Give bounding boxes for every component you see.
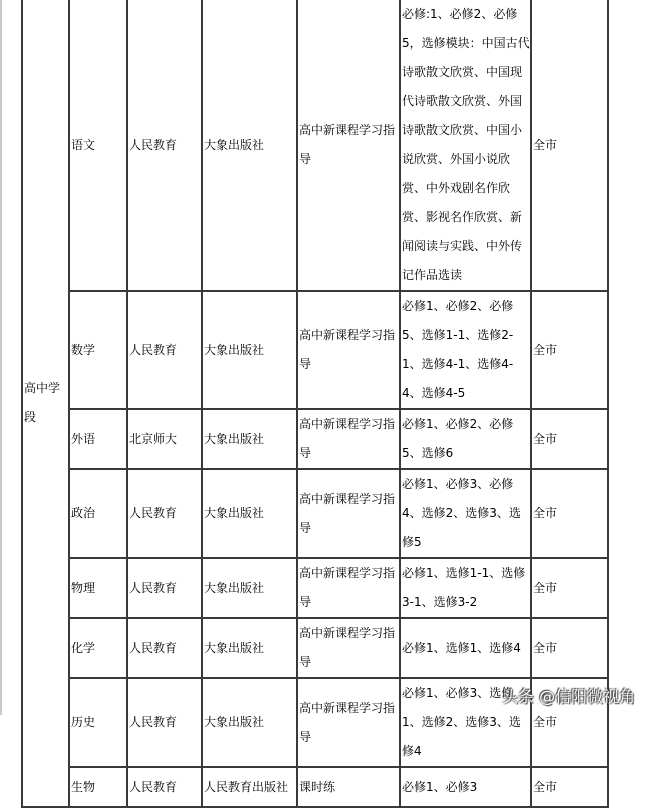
- page-left-edge: [0, 0, 2, 715]
- scope-cell: 全市: [531, 767, 608, 807]
- book-cell: 高中新课程学习指导: [297, 409, 400, 469]
- modules-cell: 必修1、必修3: [400, 767, 531, 807]
- publisher-cell: 大象出版社: [202, 0, 297, 291]
- publisher-cell: 人民教育出版社: [202, 767, 297, 807]
- modules-cell: 必修1、必修3、选修1、选修2、选修3、选修4: [400, 678, 531, 767]
- book-cell: 高中新课程学习指导: [297, 678, 400, 767]
- version-cell: 北京师大: [127, 409, 202, 469]
- table-row: [22, 767, 608, 807]
- version-cell: 人民教育: [127, 0, 202, 291]
- modules-cell: 必修1、选修1、选修4: [400, 618, 531, 678]
- table-row: [22, 618, 608, 678]
- scope-cell: 全市: [531, 618, 608, 678]
- subject-cell: 数学: [69, 291, 127, 409]
- modules-cell: 必修1、选修1-1、选修3-1、选修3-2: [400, 558, 531, 618]
- version-cell: 人民教育: [127, 291, 202, 409]
- publisher-cell: 大象出版社: [202, 469, 297, 558]
- table-row: [22, 558, 608, 618]
- book-cell: 高中新课程学习指导: [297, 0, 400, 291]
- table-row: [22, 409, 608, 469]
- version-cell: 人民教育: [127, 678, 202, 767]
- book-cell: 高中新课程学习指导: [297, 469, 400, 558]
- scope-cell: 全市: [531, 291, 608, 409]
- source-watermark: 头条 @信阳微视角: [502, 687, 636, 706]
- publisher-cell: 大象出版社: [202, 409, 297, 469]
- book-cell: 高中新课程学习指导: [297, 618, 400, 678]
- modules-cell: 必修1、必修3、必修4、选修2、选修3、选修5: [400, 469, 531, 558]
- book-cell: 高中新课程学习指导: [297, 291, 400, 409]
- scope-cell: 全市: [531, 558, 608, 618]
- scope-cell: 全市: [531, 0, 608, 291]
- subject-cell: 语文: [69, 0, 127, 291]
- modules-cell: 必修:1、必修2、必修5，选修模块：中国古代诗歌散文欣赏、中国现代诗歌散文欣赏、外国诗歌散文欣赏、中国小说欣赏、外国小说欣赏、中外戏剧名作欣赏、影视名作欣赏、新闻阅读与实践、中外传记作品选读: [400, 0, 531, 291]
- version-cell: 人民教育: [127, 469, 202, 558]
- modules-cell: 必修1、必修2、必修5、选修6: [400, 409, 531, 469]
- book-cell: 课时练: [297, 767, 400, 807]
- version-cell: 人民教育: [127, 767, 202, 807]
- scope-cell: 全市: [531, 469, 608, 558]
- publisher-cell: 大象出版社: [202, 618, 297, 678]
- publisher-cell: 大象出版社: [202, 291, 297, 409]
- table-row: [22, 0, 608, 291]
- publisher-cell: 大象出版社: [202, 558, 297, 618]
- book-cell: 高中新课程学习指导: [297, 558, 400, 618]
- table-row: [22, 469, 608, 558]
- subject-cell: 物理: [69, 558, 127, 618]
- scope-cell: 全市: [531, 409, 608, 469]
- subject-cell: 政治: [69, 469, 127, 558]
- subject-cell: 外语: [69, 409, 127, 469]
- modules-cell: 必修1、必修2、必修5、选修1-1、选修2-1、选修4-1、选修4-4、选修4-5: [400, 291, 531, 409]
- table-row: [22, 291, 608, 409]
- stage-cell: 高中学段: [22, 0, 69, 807]
- subject-cell: 生物: [69, 767, 127, 807]
- scope-cell: 全市: [531, 678, 608, 767]
- version-cell: 人民教育: [127, 558, 202, 618]
- subject-cell: 化学: [69, 618, 127, 678]
- subject-cell: 历史: [69, 678, 127, 767]
- publisher-cell: 大象出版社: [202, 678, 297, 767]
- version-cell: 人民教育: [127, 618, 202, 678]
